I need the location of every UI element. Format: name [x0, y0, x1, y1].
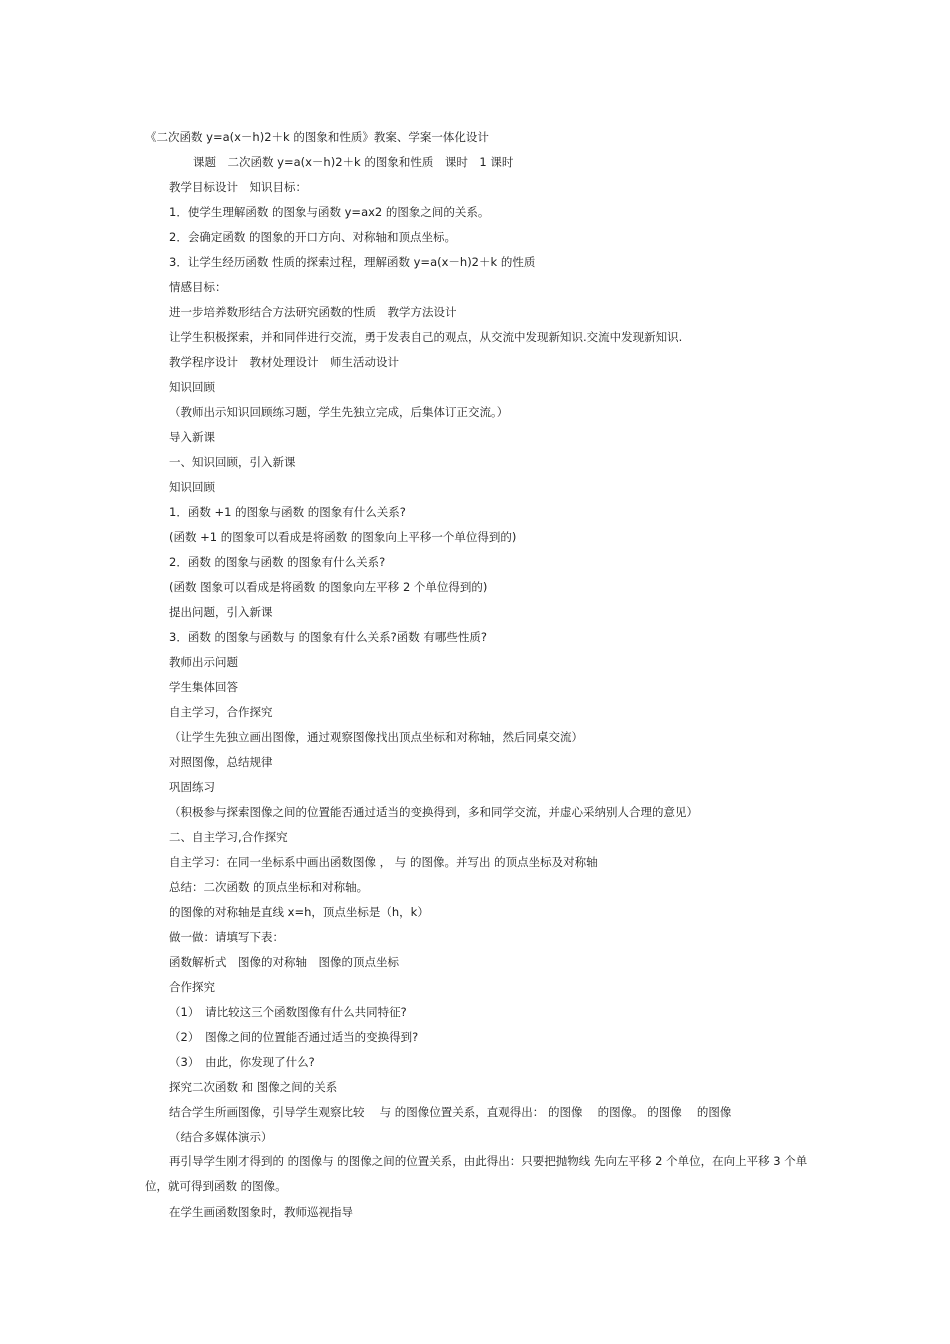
text-line: (函数 +1 的图象可以看成是将函数 的图象向上平移一个单位得到的) [169, 530, 517, 544]
text-line: 1．函数 +1 的图象与函数 的图象有什么关系? [169, 505, 406, 519]
text-line: 函数解析式 图像的对称轴 图像的顶点坐标 [169, 955, 399, 969]
text-line: 自主学习，合作探究 [169, 705, 273, 719]
text-line: 导入新课 [169, 430, 215, 444]
text-line: 做一做：请填写下表： [169, 930, 284, 944]
text-line: 1．使学生理解函数 的图象与函数 y=ax2 的图象之间的关系。 [169, 205, 490, 219]
text-line: （2） 图像之间的位置能否通过适当的变换得到? [169, 1030, 419, 1044]
text-line: 结合学生所画图像，引导学生观察比较 与 的图像位置关系，直观得出： 的图像 的图像。 的图像 的图像 [169, 1105, 732, 1119]
text-line: 教学目标设计 知识目标： [169, 180, 307, 194]
document-title: 《二次函数 y=a(x－h)2＋k 的图象和性质》教案、学案一体化设计 [145, 130, 489, 144]
text-line: 教师出示问题 [169, 655, 238, 669]
text-line: 知识回顾 [169, 480, 215, 494]
text-line: 二、自主学习,合作探究 [169, 830, 288, 844]
lesson-meta: 课题 二次函数 y=a(x－h)2＋k 的图象和性质 课时 1 课时 [193, 155, 514, 169]
text-line: （结合多媒体演示） [169, 1130, 273, 1144]
text-line: 进一步培养数形结合方法研究函数的性质 教学方法设计 [169, 305, 457, 319]
text-line: 探究二次函数 和 图像之间的关系 [169, 1080, 338, 1094]
text-line: （让学生先独立画出图像，通过观察图像找出顶点坐标和对称轴，然后同桌交流） [169, 730, 583, 744]
text-line: 2．函数 的图象与函数 的图象有什么关系? [169, 555, 386, 569]
text-line: （1） 请比较这三个函数图像有什么共同特征? [169, 1005, 407, 1019]
text-line: 3．函数 的图象与函数与 的图象有什么关系?函数 有哪些性质? [169, 630, 487, 644]
text-line: 一、知识回顾，引入新课 [169, 455, 296, 469]
text-line: 在学生画函数图象时，教师巡视指导 [169, 1205, 353, 1219]
text-line: 让学生积极探索，并和同伴进行交流，勇于发表自己的观点，从交流中发现新知识.交流中发现新知识. [169, 330, 683, 344]
text-paragraph: 再引导学生刚才得到的 的图像与 的图像之间的位置关系，由此得出：只要把抛物线 先向左平移 2 个单位，在向上平移 3 个单位，就可得到函数 的图像。 [145, 1154, 808, 1193]
text-line: 巩固练习 [169, 780, 215, 794]
text-line: 3．让学生经历函数 性质的探索过程，理解函数 y=a(x－h)2＋k 的性质 [169, 255, 536, 269]
text-line: （积极参与探索图像之间的位置能否通过适当的变换得到，多和同学交流，并虚心采纳别人合理的意见） [169, 805, 698, 819]
text-line: 的图像的对称轴是直线 x=h，顶点坐标是（h，k） [169, 905, 429, 919]
text-line: 教学程序设计 教材处理设计 师生活动设计 [169, 355, 399, 369]
text-line: 合作探究 [169, 980, 215, 994]
text-line: 学生集体回答 [169, 680, 238, 694]
text-line: 自主学习：在同一坐标系中画出函数图像 ， 与 的图像。并写出 的顶点坐标及对称轴 [169, 855, 598, 869]
text-line: 2．会确定函数 的图象的开口方向、对称轴和顶点坐标。 [169, 230, 456, 244]
text-line: (函数 图象可以看成是将函数 的图象向左平移 2 个单位得到的) [169, 580, 488, 594]
text-line: 情感目标： [169, 280, 227, 294]
text-line: （教师出示知识回顾练习题，学生先独立完成，后集体订正交流。） [169, 405, 509, 419]
text-line: 对照图像，总结规律 [169, 755, 273, 769]
text-line: 总结：二次函数 的顶点坐标和对称轴。 [169, 880, 369, 894]
text-line: 提出问题，引入新课 [169, 605, 273, 619]
text-line: 知识回顾 [169, 380, 215, 394]
text-line: （3） 由此，你发现了什么? [169, 1055, 315, 1069]
